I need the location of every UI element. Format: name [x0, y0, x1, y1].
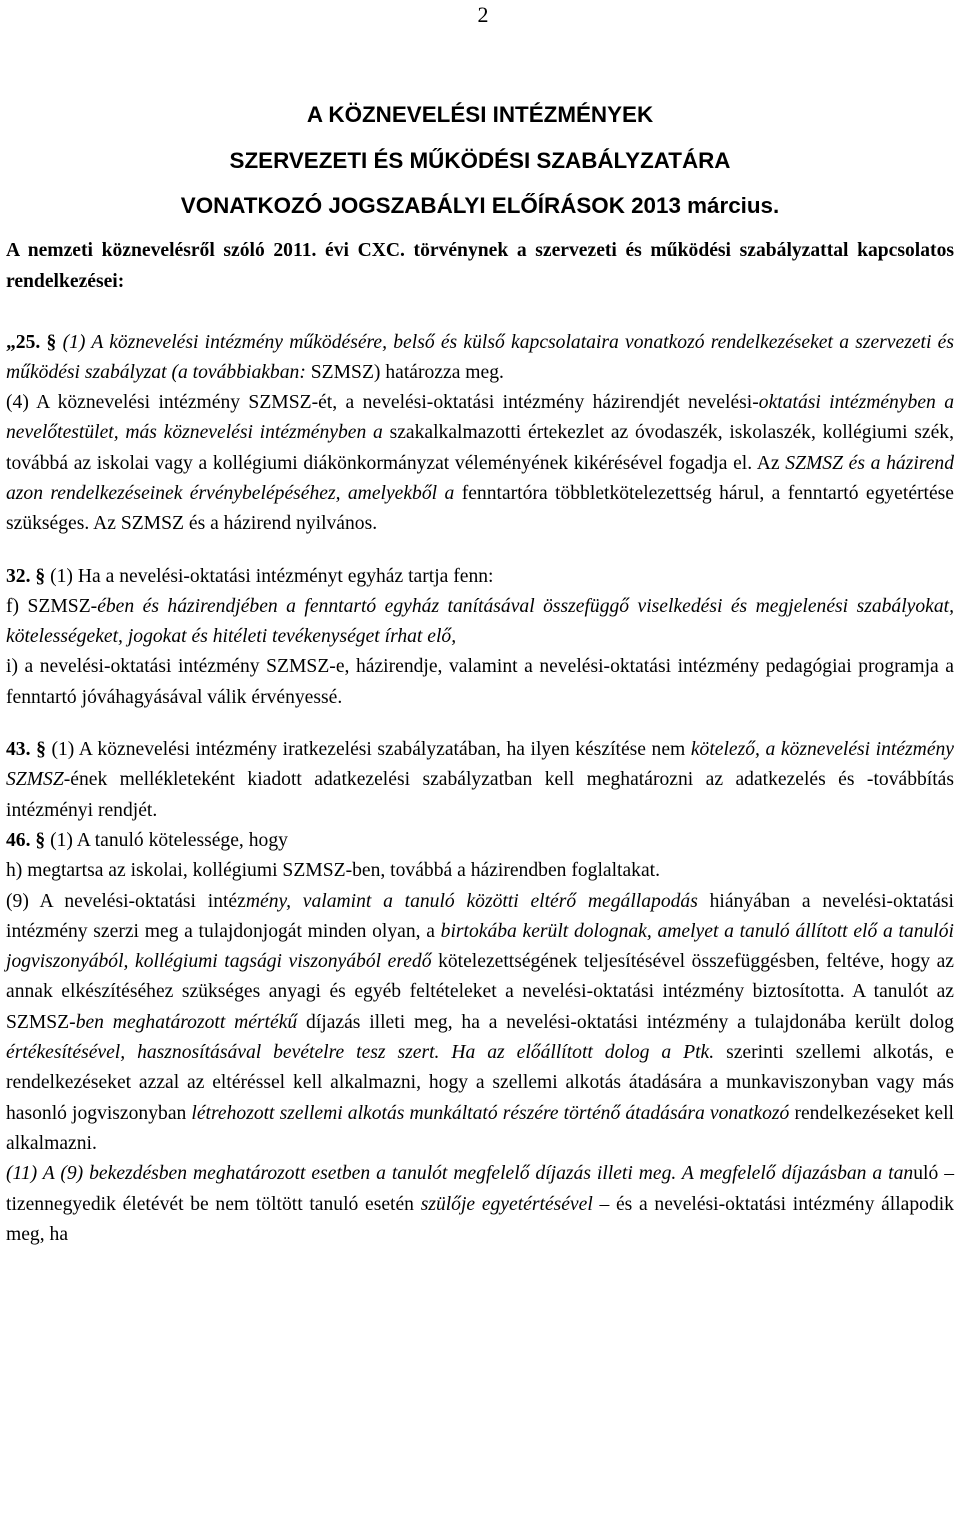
- section-25-paragraph-1: „25. § (1) A köznevelési intézmény működésére, belső és külső kapcsolataira vonatkozó rendelkezéseket a szervezeti és működési szabályzat (a továbbiakban: SZMSZ) határozza meg.: [6, 331, 954, 383]
- section-symbol: §: [35, 565, 46, 587]
- section-number: 43.: [6, 739, 31, 761]
- title-line-2: SZERVEZETI ÉS MŰKÖDÉSI SZABÁLYZATÁRA: [229, 147, 731, 173]
- document-page: [6, 0, 954, 1250]
- document-title: [6, 92, 954, 229]
- section-46-paragraph-11: (11) A (9) bekezdésben meghatározott esetben a tanulót megfelelő díjazás illeti meg. A megfelelő díjazásban a tanuló – tizennegyedik életévét be nem töltött tanuló esetén szülője egyetértésével – és a nevelési-oktatási intézmény állapodik meg, ha: [6, 1163, 954, 1245]
- title-line-1: A KÖZNEVELÉSI INTÉZMÉNYEK: [306, 102, 654, 127]
- section-46-paragraph-1: 46. § (1) A tanuló kötelessége, hogy: [6, 829, 288, 851]
- section-number: 32.: [6, 565, 31, 587]
- section-43-paragraph-1: 43. § (1) A köznevelési intézmény iratkezelési szabályzatában, ha ilyen készítése nem kötelező, a köznevelési intézmény SZMSZ-ének mellékleteként kiadott adatkezelési szabályzatban kell meghatározni az adatkezelés és -továbbítás intézményi rendjét.: [6, 739, 955, 821]
- section-32-point-i: i) a nevelési-oktatási intézmény SZMSZ-e, házirendje, valamint a nevelési-oktatási intézmény pedagógiai programja a fenntartó jóváhagyásával válik érvényessé.: [6, 656, 954, 708]
- section-number: „25.: [6, 331, 41, 353]
- title-line-3: VONATKOZÓ JOGSZABÁLYI ELŐÍRÁSOK 2013 március.: [180, 193, 780, 218]
- section-46-point-h: h) megtartsa az iskolai, kollégiumi SZMSZ-ben, továbbá a házirendben foglaltakat.: [6, 860, 661, 882]
- section-32-paragraph-1: 32. § (1) Ha a nevelési-oktatási intézményt egyház tartja fenn:: [6, 565, 494, 587]
- section-symbol: §: [36, 739, 46, 761]
- section-25-paragraph-4: (4) A köznevelési intézmény SZMSZ-ét, a nevelési-oktatási intézmény házirendjét nevelési-oktatási intézményben a nevelőtestület, más köznevelési intézményben a szakalkalmazotti értekezlet az óvodaszék, iskolaszék, kollégiumi szék, továbbá az iskolai vagy a kollégiumi diákönkormányzat véleményének kikérésével fogadja el. Az SZMSZ és a házirend azon rendelkezéseinek érvénybelépéséhez, amelyekből a fenntartóra többletkötelezettség hárul, a fenntartó egyetértése szükséges. Az SZMSZ és a házirend nyilvános.: [6, 392, 955, 535]
- section-46-paragraph-9: (9) A nevelési-oktatási intézmény, valamint a tanuló közötti eltérő megállapodás hiányában a nevelési-oktatási intézmény szerzi meg a tulajdonjogát minden olyan, a birtokába került dolognak, amelyet a tanuló állított elő a tanulói jogviszonyából, kollégiumi tagsági viszonyából eredő kötelezettségének teljesítésével összefüggésben, feltéve, hogy az annak elkészítéséhez szükséges anyagi és egyéb feltételeket a nevelési-oktatási intézmény biztosította. A tanulót az SZMSZ-ben meghatározott mértékű díjazás illeti meg, ha a nevelési-oktatási intézmény a tulajdonába került dolog értékesítésével, hasznosításával bevételre tesz szert. Ha az előállított dolog a Ptk. szerinti szellemi alkotás, e rendelkezéseket azzal az eltéréssel kell alkalmazni, hogy a szellemi alkotás átadására a munkaviszonyban vagy más hasonló jogviszonyban létrehozott szellemi alkotás munkáltató részére történő átadására vonatkozó rendelkezéseket kell alkalmazni.: [6, 890, 955, 1154]
- section-32-point-f: f) SZMSZ-ében és házirendjében a fenntartó egyház tanításával összefüggő viselkedési és megjelenési szabályokat, kötelességeket, jogokat és hitéleti tevékenységet írhat elő,: [6, 595, 954, 648]
- section-symbol: §: [46, 331, 57, 353]
- page-number: 2: [477, 2, 489, 27]
- section-symbol: §: [35, 829, 46, 851]
- section-number: 46.: [6, 829, 31, 851]
- intro-paragraph: A nemzeti köznevelésről szóló 2011. évi CXC. törvénynek a szervezeti és működési szabályzattal kapcsolatos rendelkezései:: [6, 239, 954, 292]
